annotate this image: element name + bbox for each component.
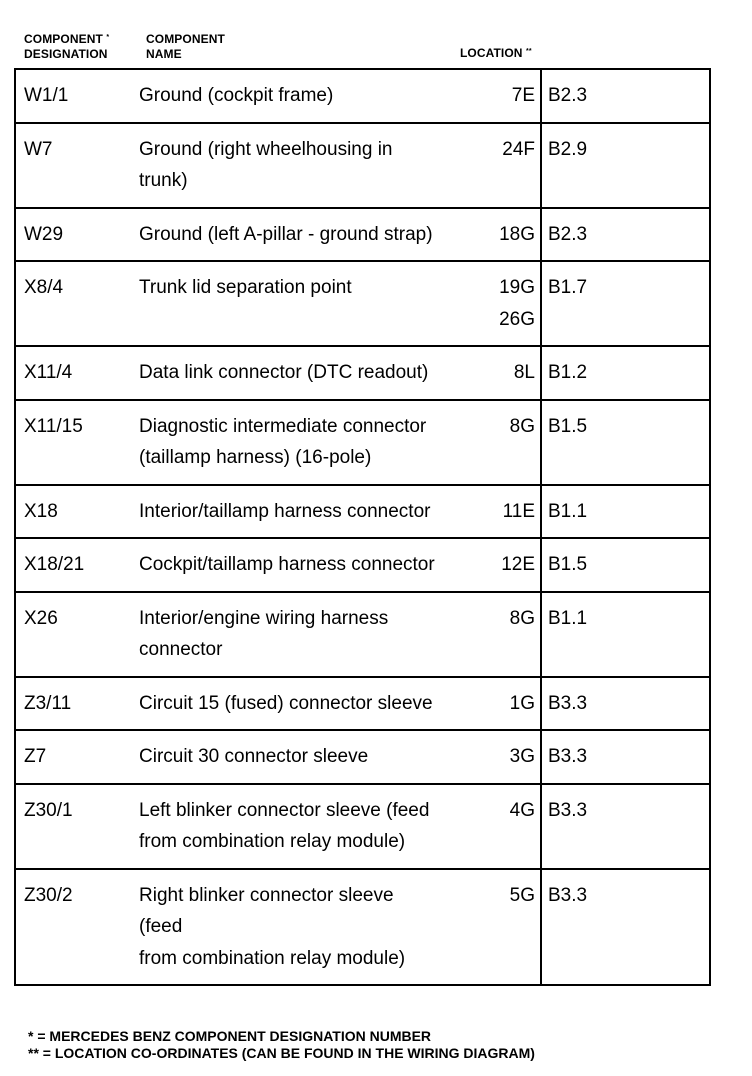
table-row: [15, 485, 710, 539]
header-designation-line1: COMPONENT: [24, 32, 103, 46]
component-name: Interior/engine wiring harness connector: [139, 607, 389, 660]
column-header-name: [146, 32, 225, 62]
header-name-line1: COMPONENT: [146, 32, 225, 46]
component-designation: Z30/1: [24, 799, 73, 821]
component-name: Cockpit/taillamp harness connector: [139, 554, 435, 575]
component-location: 8G: [509, 415, 535, 437]
location-coordinate: B1.2: [541, 346, 710, 400]
table-row: [15, 538, 710, 592]
component-name: Ground (right wheelhousing in trunk): [139, 138, 393, 191]
component-location: 7E: [511, 85, 535, 106]
table-row: [15, 346, 710, 400]
component-designation: X11/15: [24, 415, 83, 437]
component-location: 18G: [499, 223, 535, 245]
table-row: [15, 730, 710, 784]
header-designation-footnote-mark: *: [106, 34, 110, 41]
table-row: [15, 592, 710, 677]
component-name: Ground (cockpit frame): [139, 85, 334, 106]
component-location: 24F: [502, 138, 535, 160]
component-table-body: [15, 69, 710, 985]
location-coordinate: B2.3: [541, 69, 710, 123]
component-location: 5G: [509, 884, 535, 906]
location-coordinate: B1.5: [541, 400, 710, 485]
component-designation: W1/1: [24, 85, 69, 106]
table-row: [15, 208, 710, 262]
location-coordinate: B3.3: [541, 677, 710, 731]
component-name: Diagnostic intermediate connector (taillamp harness) (16-pole): [139, 415, 427, 468]
table-row: [15, 123, 710, 208]
component-designation: X8/4: [24, 277, 64, 298]
component-location: 12E: [501, 554, 535, 575]
component-location: 1G: [509, 692, 535, 714]
component-name: Ground (left A-pillar - ground strap): [139, 223, 433, 245]
component-name: Circuit 30 connector sleeve: [139, 746, 369, 767]
location-coordinate: B3.3: [541, 869, 710, 986]
component-location: 8G: [509, 607, 535, 629]
header-designation-line2: DESIGNATION: [24, 47, 108, 61]
component-name: Data link connector (DTC readout): [139, 362, 429, 383]
footnote-designation: * = MERCEDES BENZ COMPONENT DESIGNATION NUMBER: [28, 1028, 432, 1044]
table-row: [15, 69, 710, 123]
component-location: 11E: [502, 500, 535, 522]
location-coordinate: B2.9: [541, 123, 710, 208]
component-designation: W7: [24, 138, 53, 160]
location-coordinate: B2.3: [541, 208, 710, 262]
component-designation: X18: [24, 500, 58, 522]
footnote-location: ** = LOCATION CO-ORDINATES (CAN BE FOUND IN THE WIRING DIAGRAM): [28, 1045, 535, 1061]
component-location: 4G: [509, 799, 535, 821]
location-coordinate: B3.3: [541, 730, 710, 784]
component-location: 3G: [509, 746, 535, 767]
table-row: [15, 869, 710, 986]
table-row: [15, 261, 710, 346]
component-location: 19G 26G: [499, 277, 535, 330]
header-name-line2: NAME: [146, 47, 182, 61]
location-coordinate: B1.1: [541, 485, 710, 539]
component-name: Trunk lid separation point: [139, 277, 352, 298]
header-location-footnote-mark: **: [526, 48, 532, 55]
component-designation: X26: [24, 607, 58, 629]
column-header-location: [460, 46, 532, 61]
component-designation: X11/4: [24, 362, 73, 383]
column-header-designation: [24, 32, 109, 62]
component-designation: X18/21: [24, 554, 85, 575]
component-table: [14, 68, 711, 986]
component-designation: Z30/2: [24, 884, 73, 906]
location-coordinate: B1.1: [541, 592, 710, 677]
table-row: [15, 784, 710, 869]
location-coordinate: B1.5: [541, 538, 710, 592]
table-row: [15, 400, 710, 485]
component-designation: Z7: [24, 746, 47, 767]
location-coordinate: B1.7: [541, 261, 710, 346]
header-location-label: LOCATION: [460, 46, 523, 60]
component-name: Left blinker connector sleeve (feed from combination relay module): [139, 799, 430, 852]
component-name: Circuit 15 (fused) connector sleeve: [139, 692, 433, 714]
component-name: Right blinker connector sleeve (feed from combination relay module): [139, 884, 406, 969]
component-name: Interior/taillamp harness connector: [139, 500, 431, 522]
table-row: [15, 677, 710, 731]
location-coordinate: B3.3: [541, 784, 710, 869]
component-designation: Z3/11: [24, 692, 72, 714]
component-designation: W29: [24, 223, 64, 245]
component-location: 8L: [513, 362, 535, 383]
